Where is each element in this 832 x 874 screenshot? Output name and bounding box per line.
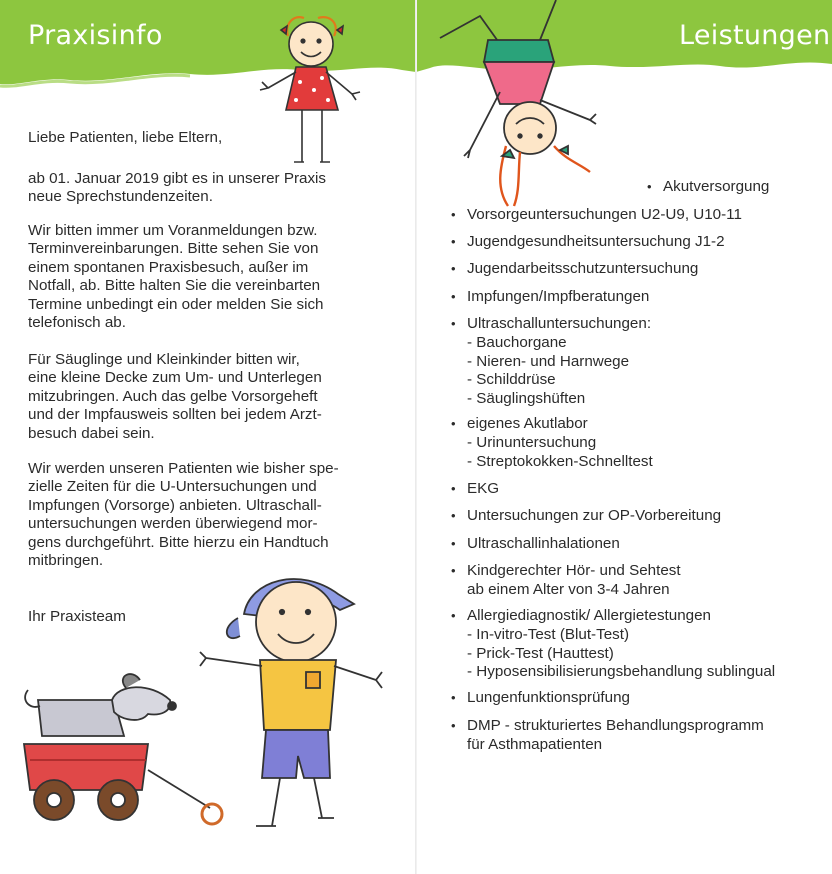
service-detail: ab einem Alter von 3-4 Jahren bbox=[467, 580, 670, 598]
service-item bbox=[451, 288, 650, 307]
service-item bbox=[451, 206, 742, 225]
service-item bbox=[647, 178, 770, 197]
service-detail: - Säuglingshüften bbox=[467, 390, 586, 408]
paragraph-appointments: Wir bitten immer um Voranmeldungen bzw. Terminvereinbarungen. Bitte sehen Sie von einem spontanen Praxisbesuch, außer im Notfall, ab. Bitte halten Sie die vereinbarten Termine unbedingt ein oder melden Sie sich telefonisch ab. bbox=[28, 222, 324, 332]
greeting: Liebe Patienten, liebe Eltern, bbox=[28, 129, 223, 146]
bullet-icon: • bbox=[451, 536, 456, 551]
service-detail: - Nieren- und Harnwege bbox=[467, 352, 630, 370]
service-label: Jugendarbeitsschutzuntersuchung bbox=[467, 260, 699, 277]
service-item bbox=[451, 480, 500, 499]
service-detail: - Urinuntersuchung bbox=[467, 433, 597, 451]
service-label: EKG bbox=[467, 480, 500, 497]
service-label: Ultraschalluntersuchungen: bbox=[467, 315, 652, 332]
bullet-icon: • bbox=[451, 316, 456, 331]
service-label: Untersuchungen zur OP-Vorbereitung bbox=[467, 507, 722, 524]
bullet-icon: • bbox=[451, 261, 456, 276]
service-label: Lungenfunktionsprüfung bbox=[467, 689, 630, 706]
service-detail: - Prick-Test (Hauttest) bbox=[467, 644, 614, 662]
service-label: Allergiediagnostik/ Allergietestungen bbox=[467, 607, 712, 624]
bullet-icon: • bbox=[451, 416, 456, 431]
service-detail: - Streptokokken-Schnelltest bbox=[467, 452, 653, 470]
service-item bbox=[451, 562, 681, 600]
service-label: Jugendgesundheitsuntersuchung J1-2 bbox=[467, 233, 725, 250]
service-label: eigenes Akutlabor bbox=[467, 415, 588, 432]
bullet-icon: • bbox=[451, 508, 456, 523]
bullet-icon: • bbox=[451, 289, 456, 304]
service-label: DMP - strukturiertes Behandlungsprogramm bbox=[467, 717, 764, 734]
service-label: Ultraschallinhalationen bbox=[467, 535, 620, 552]
paragraph-new-hours: ab 01. Januar 2019 gibt es in unserer Praxis neue Sprechstundenzeiten. bbox=[28, 170, 327, 206]
bullet-icon: • bbox=[451, 718, 456, 733]
service-item bbox=[451, 233, 725, 252]
service-item bbox=[451, 607, 776, 682]
left-page-title: Praxisinfo bbox=[28, 20, 163, 51]
service-item bbox=[451, 535, 620, 554]
service-label: Kindgerechter Hör- und Sehtest bbox=[467, 562, 681, 579]
bullet-icon: • bbox=[451, 481, 456, 496]
page-fold bbox=[415, 0, 417, 874]
bullet-icon: • bbox=[647, 179, 652, 194]
service-item bbox=[451, 315, 652, 409]
bullet-icon: • bbox=[451, 563, 456, 578]
bullet-icon: • bbox=[451, 608, 456, 623]
service-item bbox=[451, 415, 653, 471]
paragraph-special-times: Wir werden unseren Patienten wie bisher spe- zielle Zeiten für die U-Untersuchungen und Impfungen (Vorsorge) anbieten. Ultraschall- untersuchungen werden überwiegend mor- gens durchgeführt. Bitte hierzu ein Handtuch mitbringen. bbox=[28, 460, 339, 570]
service-detail: - Hyposensibilisierungsbehandlung sublingual bbox=[467, 663, 776, 681]
service-detail: für Asthmapatienten bbox=[467, 735, 603, 753]
signature: Ihr Praxisteam bbox=[28, 608, 126, 625]
service-detail: - Bauchorgane bbox=[467, 333, 567, 351]
paragraph-infants: Für Säuglinge und Kleinkinder bitten wir, eine kleine Decke zum Um- und Unterlegen mitzubringen. Auch das gelbe Vorsorgeheft und der Impfausweis sollten bei jedem Arzt- besuch dabei sein. bbox=[28, 351, 322, 442]
bullet-icon: • bbox=[451, 234, 456, 249]
service-item bbox=[451, 689, 630, 708]
service-label: Impfungen/Impfberatungen bbox=[467, 288, 650, 305]
service-detail: - Schilddrüse bbox=[467, 371, 556, 389]
right-page-title: Leistungen bbox=[679, 20, 831, 51]
service-detail: - In-vitro-Test (Blut-Test) bbox=[467, 625, 630, 643]
bullet-icon: • bbox=[451, 690, 456, 705]
service-item bbox=[451, 507, 722, 526]
service-item bbox=[451, 260, 699, 279]
service-label: Vorsorgeuntersuchungen U2-U9, U10-11 bbox=[467, 206, 742, 223]
service-item bbox=[451, 717, 764, 755]
bullet-icon: • bbox=[451, 207, 456, 222]
service-label: Akutversorgung bbox=[663, 178, 770, 195]
